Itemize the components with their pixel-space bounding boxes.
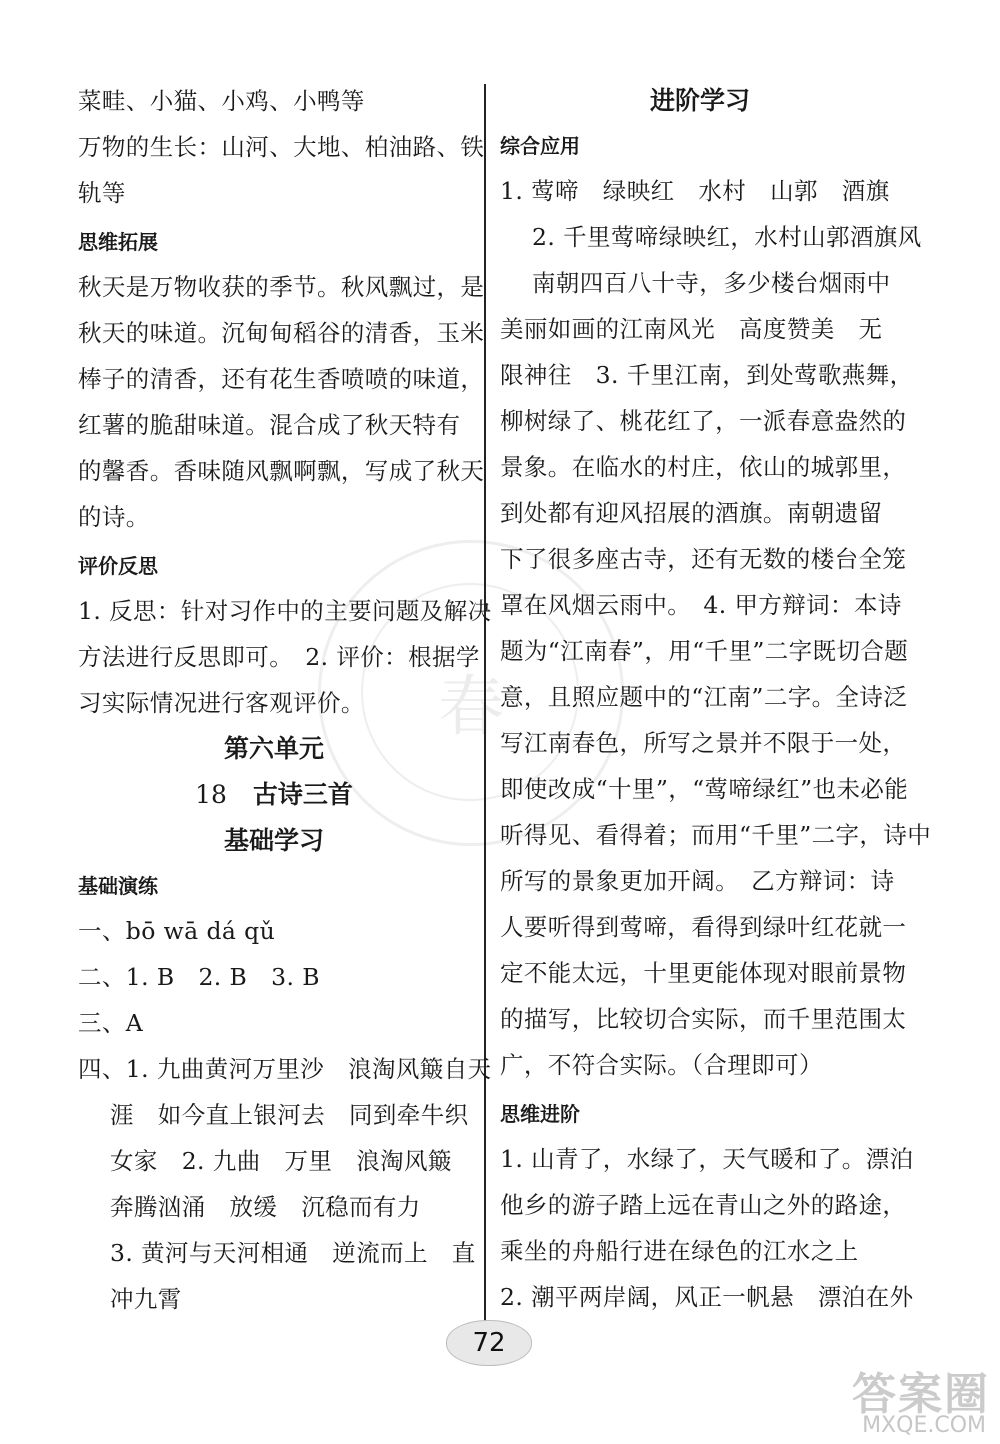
column-divider	[484, 84, 486, 1344]
unit-title: 第六单元	[223, 734, 324, 763]
text-line: 所写的景象更加开阔。 乙方辩词：诗	[500, 867, 895, 895]
text-line: 下了很多座古寺，还有无数的楼台全笼	[500, 545, 907, 573]
text-line: 景象。在临水的村庄，依山的城郭里，	[500, 453, 907, 481]
text-line: 二、1. B 2. B 3. B	[78, 963, 320, 991]
text-line: 1. 山青了，水绿了，天气暖和了。漂泊	[500, 1145, 914, 1173]
text-line: 即使改成“十里”，“莺啼绿红”也未必能	[500, 775, 909, 803]
site-watermark-logo	[820, 1358, 990, 1438]
left-column	[78, 78, 492, 1322]
text-line: 意，且照应题中的“江南”二字。全诗泛	[500, 683, 908, 711]
text-line: 一、bō wā dá qǔ	[78, 917, 276, 945]
text-line: 罩在风烟云雨中。 4. 甲方辩词：本诗	[500, 591, 902, 619]
text-line: 棒子的清香，还有花生香喷喷的味道，	[78, 365, 485, 393]
text-line: 方法进行反思即可。 2. 评价：根据学	[78, 643, 480, 671]
text-line: 2. 潮平两岸阔，风正一帆悬 漂泊在外	[500, 1283, 914, 1311]
text-line: 奔腾汹涌 放缓 沉稳而有力	[110, 1193, 421, 1221]
watermark-text: 答案圈	[852, 1369, 990, 1420]
text-line: 秋天的味道。沉甸甸稻谷的清香，玉米	[78, 319, 485, 347]
text-line: 听得见、看得着；而用“千里”二字，诗中	[500, 821, 932, 849]
text-line: 1. 反思：针对习作中的主要问题及解决	[78, 597, 492, 625]
section-heading-comprehensive: 综合应用	[500, 134, 580, 158]
text-line: 写江南春色，所写之景并不限于一处，	[500, 729, 907, 757]
section-title-basic: 基础学习	[223, 826, 324, 855]
text-line: 轨等	[78, 179, 126, 207]
text-line: 乘坐的舟船行进在绿色的江水之上	[500, 1237, 859, 1265]
text-line: 广，不符合实际。（合理即可）	[500, 1051, 823, 1079]
text-line: 红薯的脆甜味道。混合成了秋天特有	[78, 411, 461, 439]
text-line: 习实际情况进行客观评价。	[78, 689, 365, 717]
right-column	[500, 78, 932, 1320]
text-line: 女家 2. 九曲 万里 浪淘风簸	[110, 1147, 452, 1175]
section-heading-thinking-expand: 思维拓展	[78, 230, 158, 254]
section-title-advanced: 进阶学习	[649, 86, 750, 115]
section-heading-evaluation: 评价反思	[78, 554, 158, 578]
section-heading-thinking-advance: 思维进阶	[500, 1102, 580, 1126]
page-number-badge	[446, 1320, 532, 1366]
text-line: 题为“江南春”，用“千里”二字既切合题	[500, 637, 909, 665]
text-line: 万物的生长：山河、大地、柏油路、铁	[78, 133, 485, 161]
text-line: 四、1. 九曲黄河万里沙 浪淘风簸自天	[78, 1055, 492, 1083]
stamp-character: 春	[438, 668, 504, 745]
section-heading-basic-practice: 基础演练	[78, 874, 158, 898]
text-line: 的诗。	[78, 503, 150, 531]
text-line: 南朝四百八十寺，多少楼台烟雨中	[532, 269, 891, 297]
text-line: 的描写，比较切合实际，而千里范围太	[500, 1005, 907, 1033]
text-line: 他乡的游子踏上远在青山之外的路途，	[500, 1191, 907, 1219]
text-line: 定不能太远，十里更能体现对眼前景物	[500, 959, 907, 987]
text-line: 秋天是万物收获的季节。秋风飘过，是	[78, 273, 485, 301]
text-line: 冲九霄	[110, 1285, 182, 1313]
text-line: 菜畦、小猫、小鸡、小鸭等	[78, 87, 365, 115]
text-line: 涯 如今直上银河去 同到牵牛织	[110, 1101, 469, 1129]
text-line: 柳树绿了、桃花红了，一派春意盎然的	[500, 407, 907, 435]
text-line: 限神往 3. 千里江南，到处莺歌燕舞，	[500, 361, 914, 389]
text-line: 2. 千里莺啼绿映红，水村山郭酒旗风	[532, 223, 922, 251]
page-number: 72	[472, 1328, 506, 1358]
lesson-name: 古诗三首	[252, 780, 353, 809]
lesson-title	[78, 772, 470, 818]
text-line: 3. 黄河与天河相通 逆流而上 直	[110, 1239, 476, 1267]
text-line: 美丽如画的江南风光 高度赞美 无	[500, 315, 883, 343]
text-line: 到处都有迎风招展的酒旗。南朝遗留	[500, 499, 883, 527]
text-line: 的馨香。香味随风飘啊飘，写成了秋天	[78, 457, 485, 485]
lesson-number: 18	[195, 780, 227, 809]
text-line: 人要听得到莺啼，看得到绿叶红花就一	[500, 913, 907, 941]
watermark-url: MXQE.COM	[862, 1413, 986, 1438]
text-line: 1. 莺啼 绿映红 水村 山郭 酒旗	[500, 177, 890, 205]
text-line: 三、A	[78, 1009, 144, 1037]
